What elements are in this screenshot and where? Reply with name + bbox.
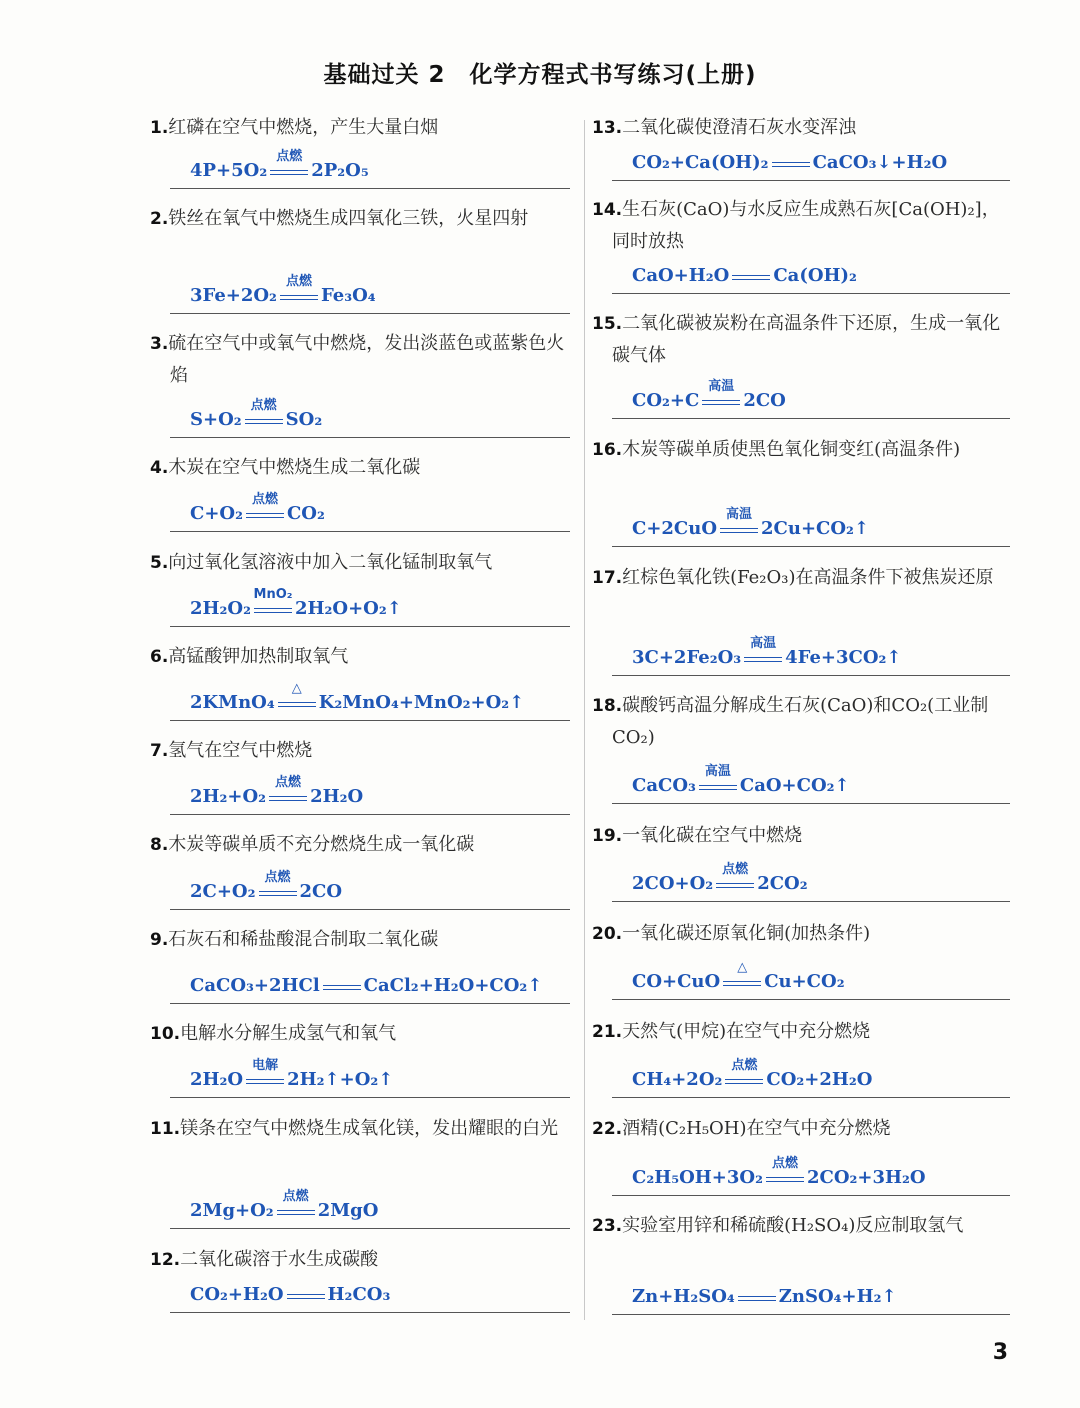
question-label: 铁丝在氧气中燃烧生成四氧化三铁，火星四射 (168, 208, 529, 229)
equation-products: 2Cu+CO₂↑ (761, 518, 870, 539)
equation-products: 2H₂↑+O₂↑ (287, 1069, 394, 1090)
equation-reactants: 2H₂O (190, 1069, 244, 1090)
answer-line (170, 1312, 570, 1313)
exercise-item (150, 829, 570, 902)
question-number: 7. (150, 741, 169, 761)
reaction-arrow (243, 398, 285, 433)
answer-equation (190, 149, 369, 184)
question-number: 4. (150, 458, 169, 478)
equation-products: Ca(OH)₂ (773, 265, 857, 286)
equation-reactants: S+O₂ (190, 409, 242, 430)
reaction-arrow (700, 379, 742, 414)
question-number: 10. (150, 1024, 181, 1044)
question-text (150, 924, 570, 956)
equation-products: 4Fe+3CO₂↑ (785, 647, 902, 668)
reaction-condition: 点燃 (282, 1189, 309, 1204)
answer-line (612, 803, 1010, 804)
answer-line (170, 1003, 570, 1004)
question-number: 5. (150, 553, 169, 573)
answer-equation (190, 973, 542, 999)
reaction-arrow (268, 149, 310, 184)
answer-line (170, 626, 570, 627)
question-text (150, 829, 570, 861)
question-text (592, 562, 1010, 594)
answer-line (170, 188, 570, 189)
reaction-arrow (276, 681, 318, 716)
question-text (592, 918, 1010, 950)
equation-reactants: CaO+H₂O (632, 265, 730, 286)
answer-equation (632, 1156, 926, 1191)
equation-reactants: CaCO₃+2HCl (190, 975, 320, 996)
exercise-item (592, 1113, 1010, 1188)
question-text (592, 1210, 1010, 1242)
equation-products: ZnSO₄+H₂↑ (778, 1286, 897, 1307)
reaction-condition: 点燃 (771, 1156, 798, 1171)
question-label: 高锰酸钾加热制取氧气 (168, 646, 349, 667)
exercise-item (150, 112, 570, 181)
double-line-equals-icon (278, 702, 316, 707)
double-line-equals-icon (772, 162, 810, 167)
answer-line (612, 675, 1010, 676)
question-text (150, 735, 570, 767)
exercise-item (150, 203, 570, 306)
answer-equation (190, 775, 364, 810)
question-text (150, 1018, 570, 1050)
question-number: 14. (592, 200, 623, 220)
answer-equation (190, 681, 525, 716)
reaction-condition: 点燃 (722, 862, 749, 877)
reaction-condition: 点燃 (731, 1058, 758, 1073)
question-label: 向过氧化氢溶液中加入二氧化锰制取氧气 (168, 552, 493, 573)
answer-equation (632, 150, 947, 176)
equation-reactants: C+2CuO (632, 518, 718, 539)
reaction-arrow (285, 1282, 327, 1308)
equation-products: 2CO₂ (757, 873, 808, 894)
double-line-equals-icon (699, 785, 737, 790)
double-line-equals-icon (744, 657, 782, 662)
reaction-condition: 电解 (252, 1058, 279, 1073)
question-label: 一氧化碳还原氧化铜(加热条件) (622, 923, 871, 944)
question-label: 实验室用锌和稀硫酸(H₂SO₄)反应制取氢气 (622, 1215, 964, 1236)
exercise-item (592, 1210, 1010, 1307)
exercise-item (150, 452, 570, 524)
equation-products: SO₂ (285, 409, 323, 430)
equation-reactants: 2Mg+O₂ (190, 1200, 274, 1221)
reaction-arrow (723, 1058, 765, 1093)
exercise-item (592, 194, 1010, 286)
double-line-equals-icon (766, 1177, 804, 1182)
question-text (150, 641, 570, 673)
question-text (592, 194, 1010, 258)
reaction-arrow (267, 775, 309, 810)
answer-equation (190, 398, 323, 433)
exercise-item (150, 924, 570, 996)
question-number: 19. (592, 826, 623, 846)
question-number: 15. (592, 314, 623, 334)
exercise-item (150, 1244, 570, 1305)
equation-products: Cu+CO₂ (764, 971, 845, 992)
column-divider (584, 120, 585, 1320)
answer-equation (632, 379, 786, 414)
answer-equation (632, 862, 808, 897)
question-label: 电解水分解生成氢气和氧气 (180, 1023, 397, 1044)
equation-reactants: 2H₂+O₂ (190, 786, 267, 807)
reaction-arrow (770, 150, 812, 176)
equation-products: 2H₂O (310, 786, 364, 807)
double-line-equals-icon (725, 1079, 763, 1084)
question-label: 天然气(甲烷)在空气中充分燃烧 (622, 1021, 871, 1042)
equation-reactants: 2CO+O₂ (632, 873, 714, 894)
equation-products: 2P₂O₅ (311, 160, 369, 181)
question-text (592, 690, 1010, 754)
reaction-condition: 高温 (726, 507, 753, 522)
equation-reactants: Zn+H₂SO₄ (632, 1286, 735, 1307)
equation-products: 2MgO (317, 1200, 379, 1221)
equation-reactants: 4P+5O₂ (190, 160, 268, 181)
double-line-equals-icon (277, 1210, 315, 1215)
question-number: 6. (150, 647, 169, 667)
reaction-condition: △ (291, 681, 302, 696)
question-label: 酒精(C₂H₅OH)在空气中充分燃烧 (622, 1118, 891, 1139)
question-text (150, 547, 570, 579)
answer-line (612, 293, 1010, 294)
double-line-equals-icon (287, 1294, 325, 1299)
exercise-item (592, 562, 1010, 668)
double-line-equals-icon (323, 985, 361, 990)
question-label: 生石灰(CaO)与水反应生成熟石灰[Ca(OH)₂]，同时放热 (612, 199, 1000, 252)
equation-products: CaO+CO₂↑ (739, 775, 850, 796)
exercise-item (150, 1018, 570, 1090)
equation-products: CO₂ (286, 503, 325, 524)
question-number: 8. (150, 835, 169, 855)
reaction-arrow (257, 870, 299, 905)
double-line-equals-icon (280, 295, 318, 300)
reaction-arrow (321, 973, 363, 999)
question-text (150, 203, 570, 235)
exercise-item (592, 1016, 1010, 1090)
question-text (592, 308, 1010, 372)
reaction-arrow (764, 1156, 806, 1191)
question-number: 16. (592, 440, 623, 460)
answer-equation (632, 960, 845, 995)
double-line-equals-icon (259, 891, 297, 896)
double-line-equals-icon (269, 796, 307, 801)
question-text (150, 112, 570, 144)
equation-products: 2CO (299, 881, 343, 902)
double-line-equals-icon (732, 275, 770, 280)
answer-equation (632, 764, 850, 799)
exercise-item (592, 820, 1010, 894)
question-text (150, 452, 570, 484)
equation-products: H₂CO₃ (327, 1284, 391, 1305)
exercise-item (150, 328, 570, 430)
equation-reactants: CO₂+H₂O (190, 1284, 284, 1305)
reaction-arrow (730, 263, 772, 289)
reaction-arrow (742, 636, 784, 671)
reaction-arrow (278, 274, 320, 309)
answer-equation (632, 263, 857, 289)
double-line-equals-icon (716, 883, 754, 888)
answer-line (612, 1097, 1010, 1098)
question-label: 一氧化碳在空气中燃烧 (622, 825, 803, 846)
question-number: 3. (150, 334, 169, 354)
double-line-equals-icon (254, 608, 292, 613)
question-label: 木炭等碳单质不充分燃烧生成一氧化碳 (168, 834, 475, 855)
exercise-item (592, 690, 1010, 796)
double-line-equals-icon (246, 1079, 284, 1084)
answer-line (170, 531, 570, 532)
double-line-equals-icon (245, 419, 283, 424)
double-line-equals-icon (723, 981, 761, 986)
answer-equation (190, 1189, 379, 1224)
question-label: 木炭在空气中燃烧生成二氧化碳 (168, 457, 421, 478)
question-text (592, 434, 1010, 466)
answer-line (170, 720, 570, 721)
reaction-arrow (721, 960, 763, 995)
question-text (150, 1244, 570, 1276)
equation-products: 2CO (743, 390, 786, 411)
answer-equation (190, 1058, 394, 1093)
double-line-equals-icon (720, 528, 758, 533)
answer-equation (190, 274, 376, 309)
answer-line (612, 999, 1010, 1000)
reaction-arrow (736, 1284, 778, 1310)
reaction-arrow (244, 492, 286, 527)
equation-products: CaCl₂+H₂O+CO₂↑ (363, 975, 543, 996)
answer-line (170, 814, 570, 815)
question-number: 17. (592, 568, 623, 588)
question-text (592, 1016, 1010, 1048)
answer-equation (190, 870, 343, 905)
question-text (592, 112, 1010, 144)
reaction-condition: 点燃 (251, 492, 278, 507)
answer-equation (632, 1284, 897, 1310)
question-label: 二氧化碳溶于水生成碳酸 (180, 1249, 379, 1270)
answer-line (170, 1097, 570, 1098)
question-label: 二氧化碳被炭粉在高温条件下还原，生成一氧化碳气体 (612, 313, 1001, 366)
reaction-arrow (718, 507, 760, 542)
question-text (592, 820, 1010, 852)
answer-equation (190, 492, 325, 527)
equation-products: CO₂+2H₂O (766, 1069, 873, 1090)
reaction-condition: 高温 (750, 636, 777, 651)
answer-line (170, 1228, 570, 1229)
answer-line (612, 1195, 1010, 1196)
equation-reactants: CaCO₃ (632, 775, 696, 796)
double-line-equals-icon (270, 170, 308, 175)
answer-equation (190, 587, 402, 622)
question-number: 23. (592, 1216, 623, 1236)
question-number: 11. (150, 1119, 181, 1139)
exercise-item (150, 641, 570, 713)
reaction-condition: MnO₂ (253, 587, 293, 602)
question-label: 石灰石和稀盐酸混合制取二氧化碳 (168, 929, 439, 950)
question-number: 21. (592, 1022, 623, 1042)
question-number: 13. (592, 118, 623, 138)
equation-reactants: 2C+O₂ (190, 881, 256, 902)
question-text (150, 1113, 570, 1145)
equation-reactants: CO₂+Ca(OH)₂ (632, 152, 769, 173)
answer-equation (632, 1058, 873, 1093)
page-number: 3 (992, 1340, 1008, 1365)
answer-equation (632, 507, 870, 542)
equation-reactants: CO+CuO (632, 971, 721, 992)
exercise-item (592, 434, 1010, 539)
exercise-item (592, 308, 1010, 411)
reaction-condition: 点燃 (285, 274, 312, 289)
reaction-condition: 高温 (704, 764, 731, 779)
reaction-arrow (714, 862, 756, 897)
answer-line (170, 313, 570, 314)
question-label: 二氧化碳使澄清石灰水变浑浊 (622, 117, 857, 138)
answer-line (612, 546, 1010, 547)
exercise-item (150, 735, 570, 807)
page-title: 基础过关 2 化学方程式书写练习(上册) (323, 62, 757, 88)
question-label: 碳酸钙高温分解成生石灰(CaO)和CO₂(工业制CO₂) (612, 695, 989, 748)
answer-equation (632, 636, 902, 671)
question-number: 12. (150, 1250, 181, 1270)
question-number: 22. (592, 1119, 623, 1139)
answer-line (612, 418, 1010, 419)
double-line-equals-icon (702, 400, 740, 405)
equation-reactants: C+O₂ (190, 503, 243, 524)
equation-products: 2CO₂+3H₂O (806, 1167, 926, 1188)
reaction-condition: 点燃 (275, 775, 302, 790)
answer-equation (190, 1282, 390, 1308)
question-number: 9. (150, 930, 169, 950)
exercise-item (592, 918, 1010, 992)
reaction-condition: 点燃 (264, 870, 291, 885)
equation-reactants: 3C+2Fe₂O₃ (632, 647, 742, 668)
answer-line (612, 901, 1010, 902)
reaction-condition: △ (737, 960, 748, 975)
equation-reactants: 3Fe+2O₂ (190, 285, 277, 306)
reaction-condition: 点燃 (276, 149, 303, 164)
question-text (150, 328, 570, 392)
equation-reactants: CH₄+2O₂ (632, 1069, 723, 1090)
question-label: 红棕色氧化铁(Fe₂O₃)在高温条件下被焦炭还原 (622, 567, 994, 588)
double-line-equals-icon (246, 513, 284, 518)
question-label: 木炭等碳单质使黑色氧化铜变红(高温条件) (622, 439, 961, 460)
reaction-condition: 高温 (708, 379, 735, 394)
equation-products: K₂MnO₄+MnO₂+O₂↑ (318, 692, 525, 713)
equation-products: CaCO₃↓+H₂O (812, 152, 948, 173)
answer-line (170, 909, 570, 910)
equation-reactants: CO₂+C (632, 390, 700, 411)
reaction-arrow (252, 587, 294, 622)
question-number: 20. (592, 924, 623, 944)
reaction-arrow (697, 764, 739, 799)
answer-line (612, 180, 1010, 181)
question-label: 镁条在空气中燃烧生成氧化镁，发出耀眼的白光 (180, 1118, 559, 1139)
equation-products: 2H₂O+O₂↑ (294, 598, 402, 619)
question-label: 红磷在空气中燃烧，产生大量白烟 (168, 117, 439, 138)
exercise-item (150, 1113, 570, 1221)
exercise-item (150, 547, 570, 619)
question-number: 18. (592, 696, 623, 716)
double-line-equals-icon (738, 1296, 776, 1301)
exercise-item (592, 112, 1010, 173)
answer-line (612, 1314, 1010, 1315)
equation-reactants: C₂H₅OH+3O₂ (632, 1167, 763, 1188)
answer-line (170, 437, 570, 438)
reaction-condition: 点燃 (250, 398, 277, 413)
reaction-arrow (275, 1189, 317, 1224)
question-text (592, 1113, 1010, 1145)
equation-reactants: 2H₂O₂ (190, 598, 251, 619)
equation-reactants: 2KMnO₄ (190, 692, 275, 713)
reaction-arrow (244, 1058, 286, 1093)
equation-products: Fe₃O₄ (320, 285, 376, 306)
question-number: 2. (150, 209, 169, 229)
question-label: 氢气在空气中燃烧 (168, 740, 313, 761)
question-number: 1. (150, 118, 169, 138)
question-label: 硫在空气中或氧气中燃烧，发出淡蓝色或蓝紫色火焰 (168, 333, 565, 386)
